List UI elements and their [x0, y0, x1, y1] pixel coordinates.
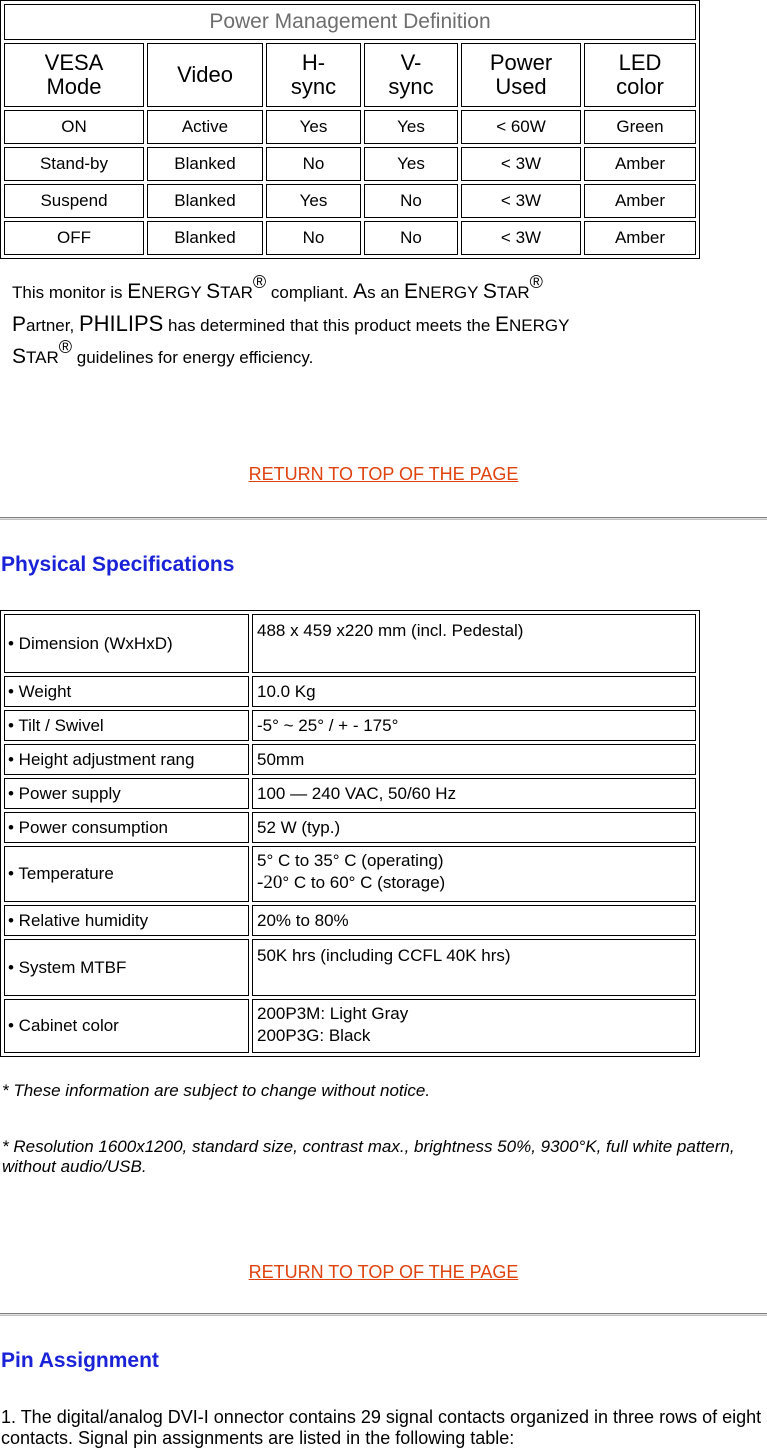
header-video: Video: [147, 43, 263, 107]
energy-star-statement: This monitor is ENERGY STAR® compliant. As an ENERGY STAR® Partner, PHILIPS has determined that this product meets the ENERGY STAR® guidelines for energy efficiency.: [12, 272, 570, 368]
cell-mode: Suspend: [4, 184, 144, 218]
spec-label: • Tilt / Swivel: [4, 710, 249, 741]
cell-video: Blanked: [147, 221, 263, 255]
table-row: [4, 184, 696, 218]
table-row: [4, 147, 696, 181]
cell-v-sync: No: [364, 184, 458, 218]
cell-v-sync: Yes: [364, 110, 458, 144]
spec-label: • Cabinet color: [4, 999, 249, 1053]
spec-value: 50mm: [252, 744, 696, 775]
spec-value: -5° ~ 25° / + - 175°: [252, 710, 696, 741]
cell-power: < 3W: [461, 147, 581, 181]
header-v-sync: V- sync: [364, 43, 458, 107]
spec-value: 10.0 Kg: [252, 676, 696, 707]
cell-led: Green: [584, 110, 696, 144]
divider: [0, 1313, 767, 1316]
pin-assignment-heading: Pin Assignment: [1, 1349, 159, 1372]
cell-h-sync: Yes: [266, 110, 361, 144]
cell-video: Blanked: [147, 147, 263, 181]
table-row: [4, 939, 696, 996]
physical-specifications-heading: Physical Specifications: [1, 553, 235, 576]
table-row: [4, 676, 696, 707]
spec-label: • Temperature: [4, 846, 249, 902]
divider: [0, 517, 767, 520]
table-row: [4, 744, 696, 775]
header-h-sync: H- sync: [266, 43, 361, 107]
spec-value: 52 W (typ.): [252, 812, 696, 843]
cell-power: < 60W: [461, 110, 581, 144]
power-management-title: Power Management Definition: [4, 4, 696, 40]
cell-h-sync: No: [266, 147, 361, 181]
spec-label: • Height adjustment rang: [4, 744, 249, 775]
table-row: [4, 221, 696, 255]
cell-v-sync: No: [364, 221, 458, 255]
cell-led: Amber: [584, 184, 696, 218]
cell-h-sync: No: [266, 221, 361, 255]
table-header-row: [4, 43, 696, 107]
table-row: [4, 905, 696, 936]
cell-power: < 3W: [461, 221, 581, 255]
header-vesa-mode: VESA Mode: [4, 43, 144, 107]
cell-mode: OFF: [4, 221, 144, 255]
spec-label: • Power consumption: [4, 812, 249, 843]
cell-video: Blanked: [147, 184, 263, 218]
note-resolution: * Resolution 1600x1200, standard size, contrast max., brightness 50%, 9300°K, full white pattern, without audio/USB.: [2, 1137, 735, 1176]
spec-value: 20% to 80%: [252, 905, 696, 936]
cell-h-sync: Yes: [266, 184, 361, 218]
table-row: [4, 614, 696, 673]
table-row: [4, 110, 696, 144]
header-power-used: Power Used: [461, 43, 581, 107]
header-led-color: LED color: [584, 43, 696, 107]
cell-video: Active: [147, 110, 263, 144]
spec-value: 200P3M: Light Gray 200P3G: Black: [252, 999, 696, 1053]
return-to-top-link[interactable]: RETURN TO TOP OF THE PAGE: [248, 1262, 519, 1282]
spec-value: 100 — 240 VAC, 50/60 Hz: [252, 778, 696, 809]
spec-label: • System MTBF: [4, 939, 249, 996]
table-row: [4, 778, 696, 809]
cell-led: Amber: [584, 221, 696, 255]
cell-v-sync: Yes: [364, 147, 458, 181]
cell-power: < 3W: [461, 184, 581, 218]
spec-value: 5° C to 35° C (operating) -20° C to 60° C (storage): [252, 846, 696, 902]
power-management-table: [0, 0, 700, 259]
return-to-top-link[interactable]: RETURN TO TOP OF THE PAGE: [248, 464, 519, 484]
note-subject-to-change: * These information are subject to change without notice.: [2, 1081, 431, 1100]
table-row: [4, 999, 696, 1053]
table-row: [4, 710, 696, 741]
cell-mode: ON: [4, 110, 144, 144]
spec-label: • Dimension (WxHxD): [4, 614, 249, 673]
cell-mode: Stand-by: [4, 147, 144, 181]
spec-label: • Power supply: [4, 778, 249, 809]
table-row: [4, 812, 696, 843]
spec-label: • Weight: [4, 676, 249, 707]
spec-value: 488 x 459 x220 mm (incl. Pedestal): [252, 614, 696, 673]
cell-led: Amber: [584, 147, 696, 181]
spec-value: 50K hrs (including CCFL 40K hrs): [252, 939, 696, 996]
physical-specifications-table: [0, 610, 700, 1057]
spec-label: • Relative humidity: [4, 905, 249, 936]
pin-assignment-text: 1. The digital/analog DVI-I onnector contains 29 signal contacts organized in three rows of eight contacts. Signal pin assignments are listed in the following table:: [1, 1407, 762, 1448]
table-row: [4, 846, 696, 902]
